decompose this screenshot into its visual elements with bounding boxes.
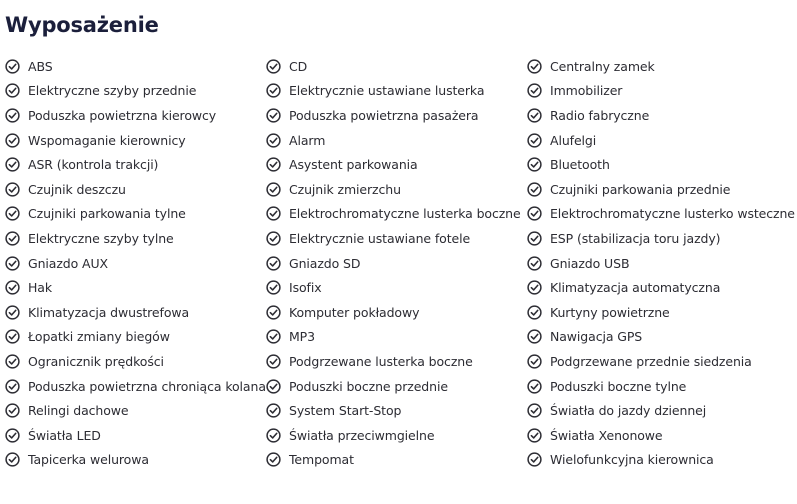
feature-item [527, 398, 792, 423]
feature-label: Elektrochromatyczne lusterko wsteczne [550, 206, 795, 222]
check-circle-icon [527, 256, 542, 271]
feature-item [266, 202, 527, 227]
feature-label: Światła Xenonowe [550, 427, 663, 443]
check-circle-icon [5, 83, 20, 98]
feature-item [5, 398, 266, 423]
feature-label: Czujniki parkowania tylne [28, 206, 186, 222]
feature-label: Poduszka powietrzna kierowcy [28, 107, 217, 123]
feature-label: Ogranicznik prędkości [28, 353, 164, 369]
feature-label: Immobilizer [550, 83, 623, 99]
check-circle-icon [5, 428, 20, 443]
feature-item [527, 79, 792, 104]
feature-item [266, 128, 527, 153]
check-circle-icon [527, 133, 542, 148]
feature-label: Relingi dachowe [28, 403, 129, 419]
feature-label: Poduszka powietrzna pasażera [289, 107, 479, 123]
check-circle-icon [5, 280, 20, 295]
check-circle-icon [266, 256, 281, 271]
feature-label: Tempomat [289, 452, 354, 468]
feature-label: Gniazdo USB [550, 255, 630, 271]
feature-label: Alufelgi [550, 132, 597, 148]
feature-label: Bluetooth [550, 157, 610, 173]
feature-label: Czujnik zmierzchu [289, 181, 401, 197]
feature-item [266, 177, 527, 202]
feature-label: CD [289, 58, 308, 74]
feature-item [527, 202, 795, 227]
feature-label: Komputer pokładowy [289, 304, 420, 320]
features-column-1 [5, 54, 266, 472]
feature-label: Czujniki parkowania przednie [550, 181, 731, 197]
feature-item [5, 152, 266, 177]
feature-label: Radio fabryczne [550, 107, 650, 123]
feature-item [266, 374, 527, 399]
check-circle-icon [266, 182, 281, 197]
feature-item [527, 152, 792, 177]
feature-label: Centralny zamek [550, 58, 655, 74]
check-circle-icon [527, 305, 542, 320]
check-circle-icon [5, 157, 20, 172]
check-circle-icon [5, 354, 20, 369]
feature-item [5, 423, 266, 448]
feature-item [5, 275, 266, 300]
feature-label: Asystent parkowania [289, 157, 418, 173]
feature-label: Alarm [289, 132, 326, 148]
check-circle-icon [266, 354, 281, 369]
feature-item [5, 128, 266, 153]
feature-label: Podgrzewane lusterka boczne [289, 353, 473, 369]
check-circle-icon [527, 206, 542, 221]
feature-label: Wspomaganie kierownicy [28, 132, 186, 148]
feature-item [5, 177, 266, 202]
feature-item [5, 251, 266, 276]
feature-label: Wielofunkcyjna kierownica [550, 452, 714, 468]
feature-label: Czujnik deszczu [28, 181, 126, 197]
features-list [5, 54, 795, 472]
feature-label: Światła LED [28, 427, 101, 443]
section-title: Wyposażenie [5, 13, 159, 37]
check-circle-icon [527, 157, 542, 172]
check-circle-icon [5, 329, 20, 344]
feature-item [266, 251, 527, 276]
feature-item [266, 300, 527, 325]
feature-item [527, 226, 792, 251]
feature-label: Elektryczne szyby przednie [28, 83, 197, 99]
check-circle-icon [5, 182, 20, 197]
feature-item [266, 54, 527, 79]
feature-label: Hak [28, 280, 52, 296]
check-circle-icon [5, 59, 20, 74]
feature-item [5, 103, 266, 128]
feature-label: Kurtyny powietrzne [550, 304, 670, 320]
check-circle-icon [5, 133, 20, 148]
feature-item [527, 448, 792, 473]
feature-label: Elektryczne szyby tylne [28, 230, 174, 246]
feature-item [5, 226, 266, 251]
feature-item [527, 103, 792, 128]
check-circle-icon [266, 157, 281, 172]
check-circle-icon [266, 83, 281, 98]
feature-item [5, 54, 266, 79]
feature-item [266, 226, 527, 251]
feature-item [527, 374, 792, 399]
check-circle-icon [527, 59, 542, 74]
feature-item [266, 275, 527, 300]
feature-item [527, 423, 792, 448]
check-circle-icon [266, 379, 281, 394]
feature-item [266, 448, 527, 473]
feature-label: Gniazdo SD [289, 255, 361, 271]
feature-label: Poduszka powietrzna chroniąca kolana [28, 378, 266, 394]
check-circle-icon [266, 133, 281, 148]
feature-label: Elektrycznie ustawiane fotele [289, 230, 471, 246]
check-circle-icon [266, 329, 281, 344]
check-circle-icon [527, 379, 542, 394]
check-circle-icon [266, 305, 281, 320]
check-circle-icon [527, 280, 542, 295]
feature-item [5, 300, 266, 325]
feature-label: Isofix [289, 280, 322, 296]
check-circle-icon [266, 403, 281, 418]
check-circle-icon [527, 354, 542, 369]
feature-label: Poduszki boczne tylne [550, 378, 687, 394]
check-circle-icon [266, 452, 281, 467]
features-column-3 [527, 54, 795, 472]
feature-label: Światła do jazdy dziennej [550, 403, 707, 419]
feature-label: Łopatki zmiany biegów [28, 329, 170, 345]
feature-label: Światła przeciwmgielne [289, 427, 435, 443]
feature-item [5, 349, 266, 374]
feature-item [527, 275, 792, 300]
feature-label: MP3 [289, 329, 315, 345]
feature-item [527, 54, 792, 79]
feature-item [5, 448, 266, 473]
feature-item [527, 325, 792, 350]
check-circle-icon [266, 206, 281, 221]
check-circle-icon [266, 280, 281, 295]
check-circle-icon [527, 428, 542, 443]
feature-item [266, 398, 527, 423]
check-circle-icon [5, 206, 20, 221]
feature-item [5, 79, 266, 104]
check-circle-icon [5, 379, 20, 394]
check-circle-icon [527, 231, 542, 246]
check-circle-icon [5, 452, 20, 467]
check-circle-icon [266, 231, 281, 246]
feature-label: Klimatyzacja dwustrefowa [28, 304, 190, 320]
check-circle-icon [527, 182, 542, 197]
feature-item [5, 374, 266, 399]
check-circle-icon [5, 231, 20, 246]
feature-label: Poduszki boczne przednie [289, 378, 448, 394]
check-circle-icon [5, 305, 20, 320]
check-circle-icon [266, 59, 281, 74]
feature-label: ASR (kontrola trakcji) [28, 157, 159, 173]
feature-item [266, 325, 527, 350]
check-circle-icon [5, 403, 20, 418]
feature-item [527, 300, 792, 325]
check-circle-icon [527, 108, 542, 123]
feature-item [5, 325, 266, 350]
feature-item [266, 423, 527, 448]
feature-label: ESP (stabilizacja toru jazdy) [550, 230, 721, 246]
feature-item [527, 349, 792, 374]
check-circle-icon [266, 108, 281, 123]
feature-item [527, 128, 792, 153]
feature-item [5, 202, 266, 227]
feature-item [266, 103, 527, 128]
check-circle-icon [527, 452, 542, 467]
feature-label: ABS [28, 58, 53, 74]
feature-label: System Start-Stop [289, 403, 402, 419]
feature-label: Elektrycznie ustawiane lusterka [289, 83, 485, 99]
check-circle-icon [527, 329, 542, 344]
feature-label: Klimatyzacja automatyczna [550, 280, 721, 296]
check-circle-icon [266, 428, 281, 443]
feature-item [266, 79, 527, 104]
check-circle-icon [5, 108, 20, 123]
feature-item [266, 349, 527, 374]
feature-label: Nawigacja GPS [550, 329, 643, 345]
check-circle-icon [527, 83, 542, 98]
feature-item [527, 251, 792, 276]
features-column-2 [266, 54, 527, 472]
feature-item [266, 152, 527, 177]
feature-item [527, 177, 792, 202]
check-circle-icon [527, 403, 542, 418]
check-circle-icon [5, 256, 20, 271]
feature-label: Tapicerka welurowa [28, 452, 149, 468]
feature-label: Gniazdo AUX [28, 255, 109, 271]
feature-label: Podgrzewane przednie siedzenia [550, 353, 752, 369]
feature-label: Elektrochromatyczne lusterka boczne [289, 206, 521, 222]
